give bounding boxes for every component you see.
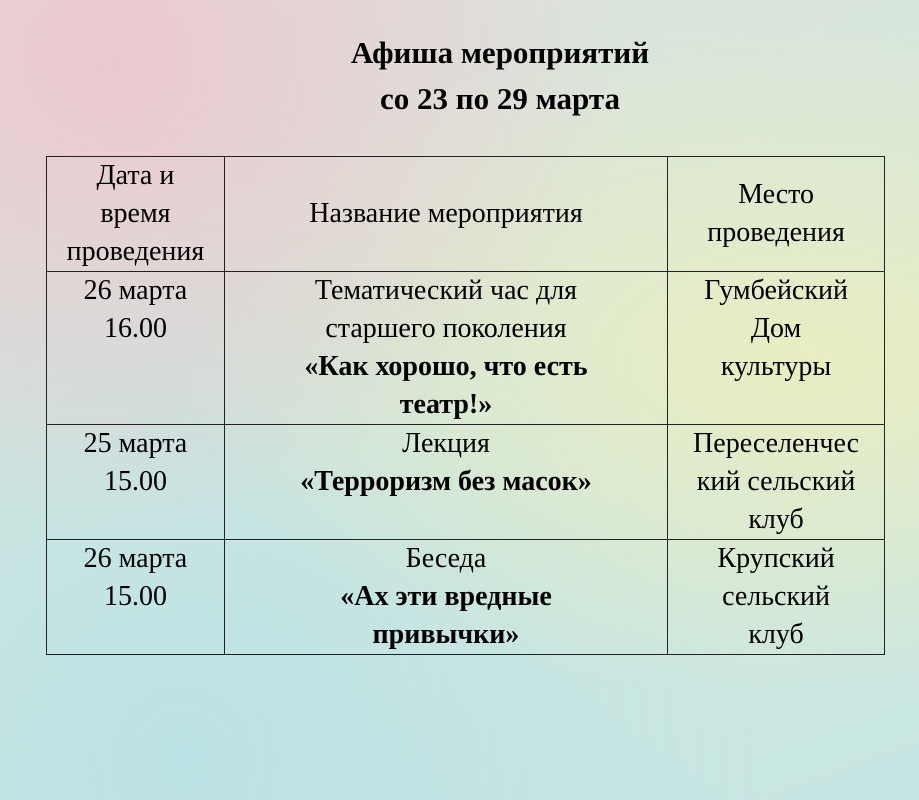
table-header-row bbox=[47, 157, 885, 272]
event-place-cell bbox=[668, 425, 885, 540]
event-date-cell bbox=[47, 425, 225, 540]
event-place-cell bbox=[668, 272, 885, 425]
event-type: Лекция bbox=[402, 428, 490, 459]
event-date-cell bbox=[47, 272, 225, 425]
event-name-cell bbox=[224, 540, 667, 655]
event-type: Беседа bbox=[405, 543, 487, 574]
event-type: Тематический час для старшего поколения bbox=[314, 275, 578, 344]
table-row bbox=[47, 425, 885, 540]
event-place: Гумбейский Дом культуры bbox=[704, 275, 848, 382]
title-line-2: со 23 по 29 марта bbox=[380, 81, 620, 116]
table-row bbox=[47, 540, 885, 655]
header-date: Дата и время проведения bbox=[47, 157, 225, 272]
event-date: 26 марта bbox=[83, 275, 188, 306]
event-time: 15.00 bbox=[103, 466, 167, 497]
event-title: «Ах эти вредные привычки» bbox=[340, 581, 552, 650]
event-date: 26 марта bbox=[83, 543, 188, 574]
event-title: «Как хорошо, что есть театр!» bbox=[304, 351, 588, 420]
event-date-cell bbox=[47, 540, 225, 655]
event-place-cell bbox=[668, 540, 885, 655]
event-name-cell bbox=[224, 272, 667, 425]
event-place: Переселенчес кий сельский клуб bbox=[693, 428, 860, 535]
event-date: 25 марта bbox=[83, 428, 188, 459]
header-name: Название мероприятия bbox=[224, 157, 667, 272]
header-place: Место проведения bbox=[668, 157, 885, 272]
event-title: «Терроризм без масок» bbox=[300, 466, 592, 497]
event-time: 15.00 bbox=[103, 581, 167, 612]
event-name-cell bbox=[224, 425, 667, 540]
title-line-1: Афиша мероприятий bbox=[350, 35, 650, 70]
event-time: 16.00 bbox=[103, 313, 167, 344]
events-table bbox=[46, 156, 885, 655]
page-title bbox=[0, 30, 919, 122]
table-row bbox=[47, 272, 885, 425]
event-place: Крупский сельский клуб bbox=[717, 543, 835, 650]
